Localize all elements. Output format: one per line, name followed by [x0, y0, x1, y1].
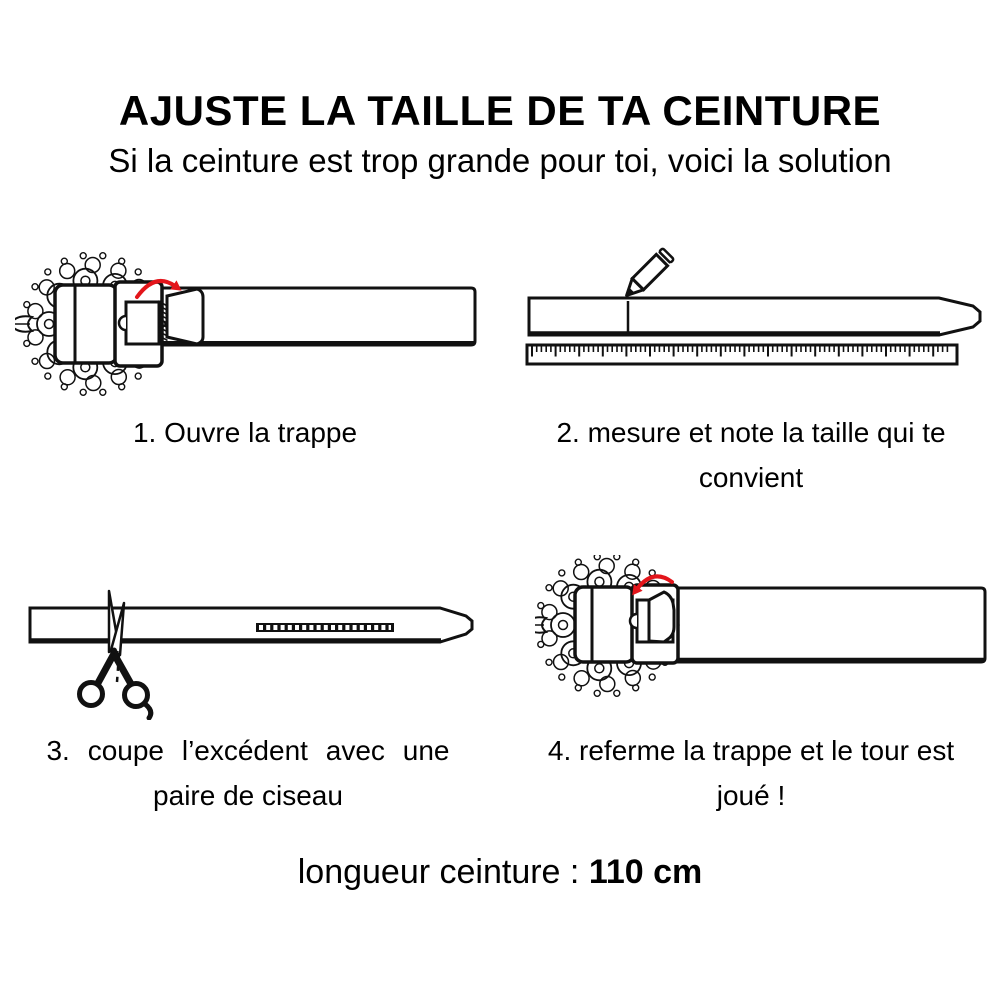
finger-notch — [119, 316, 126, 330]
trap-door-open — [167, 289, 203, 344]
pencil-icon — [621, 248, 674, 301]
page-title: AJUSTE LA TAILLE DE TA CEINTURE — [118, 87, 882, 134]
ratchet-track — [256, 623, 394, 632]
step4-illustration-buckle-closing — [535, 555, 990, 705]
buckle-plate — [575, 587, 634, 662]
page-subtitle: Si la ceinture est trop grande pour toi, voici la solution — [108, 142, 892, 179]
step4-caption: 4. referme la trappe et le tour est joué ! — [547, 735, 955, 811]
belt-length-value: 110 cm — [588, 853, 703, 891]
trap-door-closing — [649, 592, 674, 642]
step3-illustration-cut — [20, 580, 480, 720]
belt-strap — [675, 588, 985, 662]
finger-notch — [630, 614, 637, 628]
step2-caption: 2. mesure et note la taille qui te convient — [556, 417, 946, 493]
belt-length-label: longueur ceinture : — [297, 853, 589, 891]
trap-recess — [126, 302, 159, 344]
step1-illustration-buckle-open — [15, 245, 480, 405]
belt-length-note — [0, 852, 1000, 893]
step2-illustration-measure — [515, 235, 990, 375]
step3-caption: 3. coupe l’excédent avec une paire de ciseau — [46, 735, 450, 811]
buckle-plate — [55, 285, 117, 363]
step1-caption: 1. Ouvre la trappe — [132, 417, 358, 448]
belt-strap — [529, 298, 980, 335]
ruler-icon — [527, 345, 957, 364]
belt-strap — [30, 608, 472, 642]
